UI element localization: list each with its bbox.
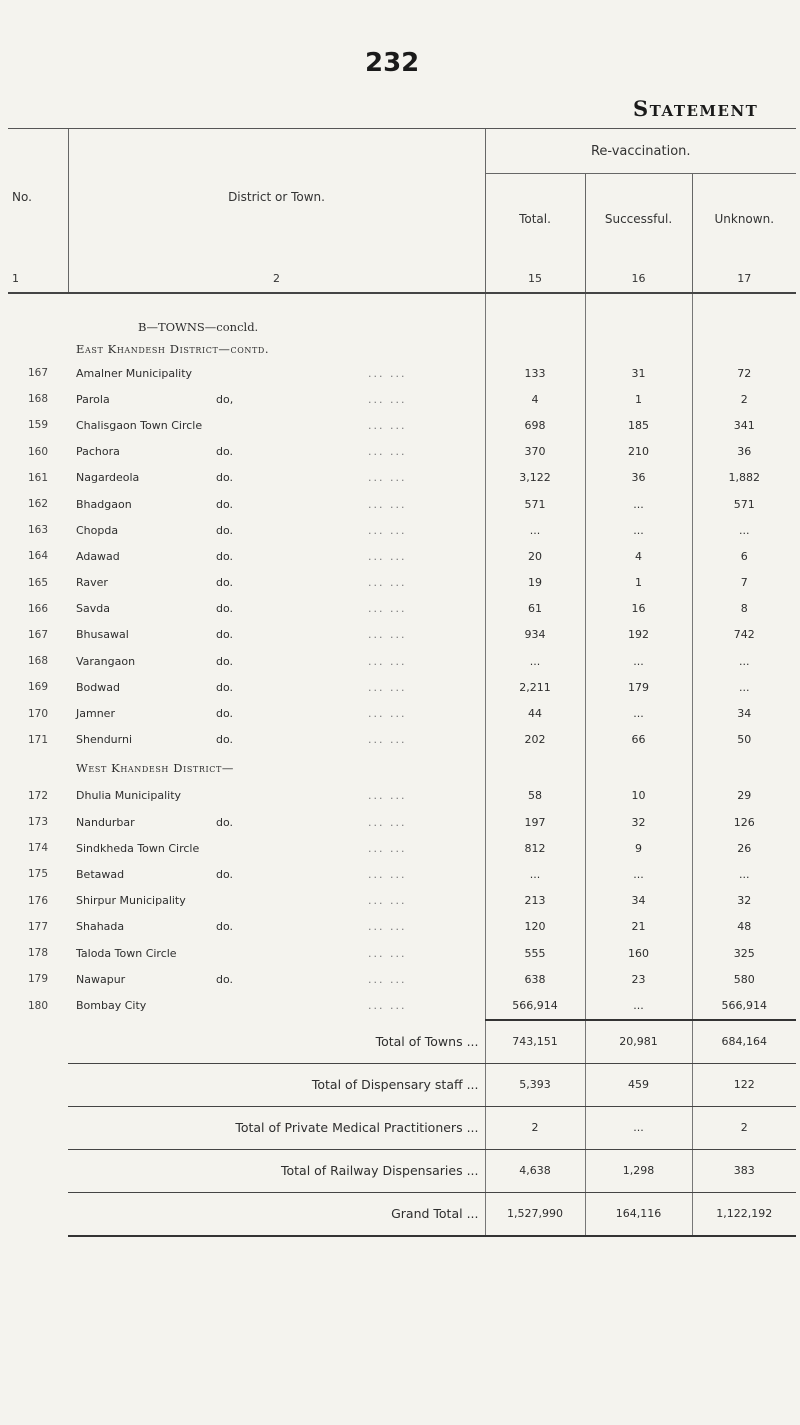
section-west-khandesh: West Khandesh District—: [76, 760, 234, 775]
leader-dots: ... ...: [368, 471, 407, 485]
town-name-cell: [68, 622, 485, 648]
town-name: Nawapur: [76, 972, 126, 986]
town-name: Dhulia Municipality: [76, 789, 182, 803]
unknown-value: 7: [692, 570, 796, 596]
successful-value: 16: [585, 596, 692, 622]
leader-dots: ... ...: [368, 841, 407, 855]
successful-value: 160: [585, 940, 692, 966]
town-name-cell: [68, 888, 485, 914]
leader-dots: ... ...: [368, 497, 407, 511]
successful-value: ...: [585, 517, 692, 543]
row-number: 176: [27, 894, 49, 907]
ditto-mark: do.: [216, 576, 234, 590]
town-name: Amalner Municipality: [76, 366, 193, 380]
town-name-cell: [68, 439, 485, 465]
page-number: 232: [365, 48, 420, 78]
col-number-15: 15: [485, 264, 585, 293]
total-sum: 5,393: [485, 1063, 585, 1106]
total-value: 19: [485, 570, 585, 596]
total-value: 120: [485, 914, 585, 940]
header-district: District or Town.: [68, 129, 485, 264]
leader-dots: ... ...: [368, 549, 407, 563]
ditto-mark: do.: [216, 602, 234, 616]
total-label-cell: [68, 1192, 485, 1236]
town-name-cell: [68, 596, 485, 622]
town-name: Parola: [76, 392, 110, 406]
unknown-value: 325: [692, 940, 796, 966]
total-value: 44: [485, 700, 585, 726]
total-sum: 743,151: [485, 1020, 585, 1064]
ditto-mark: do.: [216, 654, 234, 668]
unknown-value: ...: [692, 674, 796, 700]
revaccination-table: [8, 128, 796, 1237]
unknown-value: 48: [692, 914, 796, 940]
town-name: Jamner: [76, 707, 115, 721]
ditto-mark: do.: [216, 497, 234, 511]
leader-dots: ... ...: [368, 418, 407, 432]
unknown-value: 571: [692, 491, 796, 517]
row-number: 164: [27, 550, 49, 563]
leader-dots: ... ...: [368, 894, 407, 908]
row-number: 161: [27, 471, 49, 484]
town-name-cell: [68, 940, 485, 966]
town-name: Varangaon: [76, 654, 136, 668]
total-row: [8, 1106, 796, 1149]
unknown-value: 742: [692, 622, 796, 648]
town-name: Raver: [76, 576, 108, 590]
town-name-cell: [68, 543, 485, 569]
town-name-cell: [68, 517, 485, 543]
leader-dots: ... ...: [368, 392, 407, 406]
town-name-cell: [68, 966, 485, 992]
row-number: 163: [27, 524, 49, 537]
total-value: 58: [485, 783, 585, 809]
row-number: 178: [27, 947, 49, 960]
town-name-cell: [68, 386, 485, 412]
row-number: 171: [27, 733, 49, 746]
total-row: [8, 1149, 796, 1192]
leader-dots: ... ...: [368, 733, 407, 747]
unknown-value: 29: [692, 783, 796, 809]
leader-dots: ... ...: [368, 867, 407, 881]
table-row: [8, 517, 796, 543]
row-number: 168: [27, 655, 49, 668]
town-name-cell: [68, 360, 485, 386]
table-row: [8, 596, 796, 622]
row-number: 166: [27, 602, 49, 615]
col-number-2: 2: [68, 264, 485, 293]
table-row: [8, 727, 796, 753]
total-value: 202: [485, 727, 585, 753]
ditto-mark: do.: [216, 707, 234, 721]
town-name-cell: [68, 914, 485, 940]
header-successful: Successful.: [585, 174, 692, 265]
table-row: [8, 992, 796, 1019]
running-title: Statement: [633, 96, 759, 121]
ditto-mark: do,: [216, 392, 234, 406]
unknown-value: ...: [692, 861, 796, 887]
total-value: 2,211: [485, 674, 585, 700]
town-name-cell: [68, 491, 485, 517]
leader-dots: ... ...: [368, 680, 407, 694]
total-value: 3,122: [485, 465, 585, 491]
section-towns: B—TOWNS—concld.: [138, 320, 259, 334]
town-name: Bodwad: [76, 680, 120, 694]
town-name-cell: [68, 861, 485, 887]
table-row: [8, 700, 796, 726]
table-row: [8, 491, 796, 517]
unknown-sum: 383: [692, 1149, 796, 1192]
row-number: 160: [27, 445, 49, 458]
town-name: Shirpur Municipality: [76, 894, 186, 908]
unknown-value: 580: [692, 966, 796, 992]
town-name: Adawad: [76, 549, 120, 563]
total-ellipsis: ...: [466, 1077, 479, 1092]
leader-dots: ... ...: [368, 576, 407, 590]
ditto-mark: do.: [216, 815, 234, 829]
statement-table-container: [8, 128, 796, 1237]
table-row: [8, 888, 796, 914]
total-label-cell: [68, 1149, 485, 1192]
town-name: Chalisgaon Town Circle: [76, 418, 203, 432]
successful-sum: 1,298: [585, 1149, 692, 1192]
total-label: Grand Total: [391, 1206, 463, 1221]
ditto-mark: do.: [216, 972, 234, 986]
total-row-spacer: [8, 1020, 68, 1064]
ditto-mark: do.: [216, 628, 234, 642]
successful-sum: 164,116: [585, 1192, 692, 1236]
town-name: Savda: [76, 602, 110, 616]
total-value: 566,914: [485, 992, 585, 1019]
total-row-spacer: [8, 1106, 68, 1149]
successful-value: 210: [585, 439, 692, 465]
total-row: [8, 1192, 796, 1236]
unknown-value: 26: [692, 835, 796, 861]
ditto-mark: do.: [216, 471, 234, 485]
leader-dots: ... ...: [368, 815, 407, 829]
unknown-value: 566,914: [692, 992, 796, 1019]
successful-sum: 20,981: [585, 1020, 692, 1064]
total-value: 61: [485, 596, 585, 622]
total-value: 698: [485, 412, 585, 438]
table-row: [8, 914, 796, 940]
successful-value: 32: [585, 809, 692, 835]
leader-dots: ... ...: [368, 523, 407, 537]
table-row: [8, 966, 796, 992]
successful-value: ...: [585, 648, 692, 674]
unknown-sum: 122: [692, 1063, 796, 1106]
town-name: Bhusawal: [76, 628, 129, 642]
successful-value: 21: [585, 914, 692, 940]
leader-dots: ... ...: [368, 366, 407, 380]
table-row: [8, 543, 796, 569]
row-number: 177: [27, 920, 49, 933]
successful-value: 23: [585, 966, 692, 992]
ditto-mark: do.: [216, 523, 234, 537]
header-total: Total.: [485, 174, 585, 265]
successful-value: 66: [585, 727, 692, 753]
unknown-sum: 2: [692, 1106, 796, 1149]
town-name-cell: [68, 727, 485, 753]
successful-value: 36: [585, 465, 692, 491]
table-row: [8, 360, 796, 386]
total-value: 934: [485, 622, 585, 648]
table-row: [8, 674, 796, 700]
successful-value: 1: [585, 386, 692, 412]
town-name: Shendurni: [76, 733, 133, 747]
total-value: 370: [485, 439, 585, 465]
header-unknown: Unknown.: [692, 174, 796, 265]
table-row: [8, 648, 796, 674]
total-value: 555: [485, 940, 585, 966]
unknown-value: 6: [692, 543, 796, 569]
table-row: [8, 465, 796, 491]
unknown-value: 8: [692, 596, 796, 622]
town-name: Betawad: [76, 867, 125, 881]
successful-value: 192: [585, 622, 692, 648]
unknown-value: 2: [692, 386, 796, 412]
ditto-mark: do.: [216, 733, 234, 747]
total-value: 4: [485, 386, 585, 412]
table-row: [8, 940, 796, 966]
col-number-16: 16: [585, 264, 692, 293]
successful-value: 31: [585, 360, 692, 386]
town-name-cell: [68, 992, 485, 1019]
successful-value: 179: [585, 674, 692, 700]
total-row: [8, 1063, 796, 1106]
row-number: 167: [27, 628, 49, 641]
total-label: Total of Railway Dispensaries: [280, 1163, 463, 1178]
unknown-value: 34: [692, 700, 796, 726]
town-name-cell: [68, 648, 485, 674]
leader-dots: ... ...: [368, 628, 407, 642]
total-ellipsis: ...: [466, 1163, 479, 1178]
total-value: 197: [485, 809, 585, 835]
row-number: 175: [27, 868, 49, 881]
successful-value: 185: [585, 412, 692, 438]
unknown-value: ...: [692, 648, 796, 674]
table-row: [8, 622, 796, 648]
unknown-sum: 684,164: [692, 1020, 796, 1064]
row-number: 174: [27, 842, 49, 855]
town-name: Taloda Town Circle: [76, 946, 177, 960]
total-ellipsis: ...: [466, 1033, 479, 1049]
successful-value: 1: [585, 570, 692, 596]
successful-value: ...: [585, 992, 692, 1019]
town-name: Chopda: [76, 523, 119, 537]
col-number-17: 17: [692, 264, 796, 293]
unknown-value: 32: [692, 888, 796, 914]
table-row: [8, 439, 796, 465]
table-row: [8, 783, 796, 809]
successful-sum: 459: [585, 1063, 692, 1106]
row-number: 167: [27, 367, 49, 380]
town-name: Nandurbar: [76, 815, 135, 829]
unknown-value: 1,882: [692, 465, 796, 491]
town-name: Nagardeola: [76, 471, 140, 485]
ditto-mark: do.: [216, 867, 234, 881]
total-label: Total of Towns: [375, 1033, 463, 1049]
total-value: 638: [485, 966, 585, 992]
row-number: 162: [27, 498, 49, 511]
unknown-sum: 1,122,192: [692, 1192, 796, 1236]
ditto-mark: do.: [216, 445, 234, 459]
table-row: [8, 570, 796, 596]
leader-dots: ... ...: [368, 946, 407, 960]
total-row-spacer: [8, 1149, 68, 1192]
town-name-cell: [68, 412, 485, 438]
row-number: 159: [27, 419, 49, 432]
total-value: 812: [485, 835, 585, 861]
town-name-cell: [68, 835, 485, 861]
successful-value: 10: [585, 783, 692, 809]
town-name-cell: [68, 570, 485, 596]
total-value: 133: [485, 360, 585, 386]
row-number: 165: [27, 576, 49, 589]
town-name: Bhadgaon: [76, 497, 132, 511]
total-value: 571: [485, 491, 585, 517]
successful-value: 9: [585, 835, 692, 861]
unknown-value: 50: [692, 727, 796, 753]
total-label: Total of Dispensary staff: [311, 1077, 463, 1092]
total-sum: 1,527,990: [485, 1192, 585, 1236]
leader-dots: ... ...: [368, 999, 407, 1013]
unknown-value: ...: [692, 517, 796, 543]
header-no: No.: [12, 189, 32, 204]
total-value: ...: [485, 861, 585, 887]
total-ellipsis: ...: [466, 1206, 479, 1221]
row-number: 168: [27, 393, 49, 406]
ditto-mark: do.: [216, 920, 234, 934]
total-value: 213: [485, 888, 585, 914]
leader-dots: ... ...: [368, 920, 407, 934]
row-number: 179: [27, 973, 49, 986]
total-label-cell: [68, 1063, 485, 1106]
total-ellipsis: ...: [466, 1120, 479, 1135]
successful-value: ...: [585, 861, 692, 887]
section-east-khandesh: East Khandesh District—contd.: [76, 342, 270, 356]
table-row: [8, 809, 796, 835]
unknown-value: 341: [692, 412, 796, 438]
leader-dots: ... ...: [368, 654, 407, 668]
total-row: [8, 1020, 796, 1064]
row-number: 173: [27, 816, 49, 829]
total-value: ...: [485, 648, 585, 674]
table-row: [8, 861, 796, 887]
successful-value: 34: [585, 888, 692, 914]
row-number: 180: [27, 999, 49, 1012]
successful-sum: ...: [585, 1106, 692, 1149]
town-name: Pachora: [76, 445, 120, 459]
leader-dots: ... ...: [368, 972, 407, 986]
row-number: 170: [27, 707, 49, 720]
total-row-spacer: [8, 1063, 68, 1106]
town-name-cell: [68, 809, 485, 835]
total-value: 20: [485, 543, 585, 569]
town-name-cell: [68, 465, 485, 491]
town-name: Bombay City: [76, 999, 147, 1013]
successful-value: ...: [585, 700, 692, 726]
row-number: 169: [27, 681, 49, 694]
col-number-1: 1: [8, 264, 68, 293]
leader-dots: ... ...: [368, 789, 407, 803]
total-row-spacer: [8, 1192, 68, 1236]
leader-dots: ... ...: [368, 602, 407, 616]
total-label: Total of Private Medical Practitioners: [235, 1120, 463, 1135]
total-value: ...: [485, 517, 585, 543]
total-sum: 4,638: [485, 1149, 585, 1192]
town-name-cell: [68, 700, 485, 726]
leader-dots: ... ...: [368, 707, 407, 721]
table-row: [8, 386, 796, 412]
town-name-cell: [68, 783, 485, 809]
town-name-cell: [68, 674, 485, 700]
town-name: Sindkheda Town Circle: [76, 841, 200, 855]
table-row: [8, 412, 796, 438]
town-name: Shahada: [76, 920, 125, 934]
successful-value: 4: [585, 543, 692, 569]
header-revaccination: Re-vaccination.: [485, 129, 796, 174]
unknown-value: 36: [692, 439, 796, 465]
ditto-mark: do.: [216, 680, 234, 694]
leader-dots: ... ...: [368, 445, 407, 459]
unknown-value: 126: [692, 809, 796, 835]
total-sum: 2: [485, 1106, 585, 1149]
unknown-value: 72: [692, 360, 796, 386]
total-label-cell: [68, 1106, 485, 1149]
total-label-cell: [68, 1020, 485, 1064]
table-row: [8, 835, 796, 861]
successful-value: ...: [585, 491, 692, 517]
ditto-mark: do.: [216, 549, 234, 563]
row-number: 172: [27, 789, 49, 802]
